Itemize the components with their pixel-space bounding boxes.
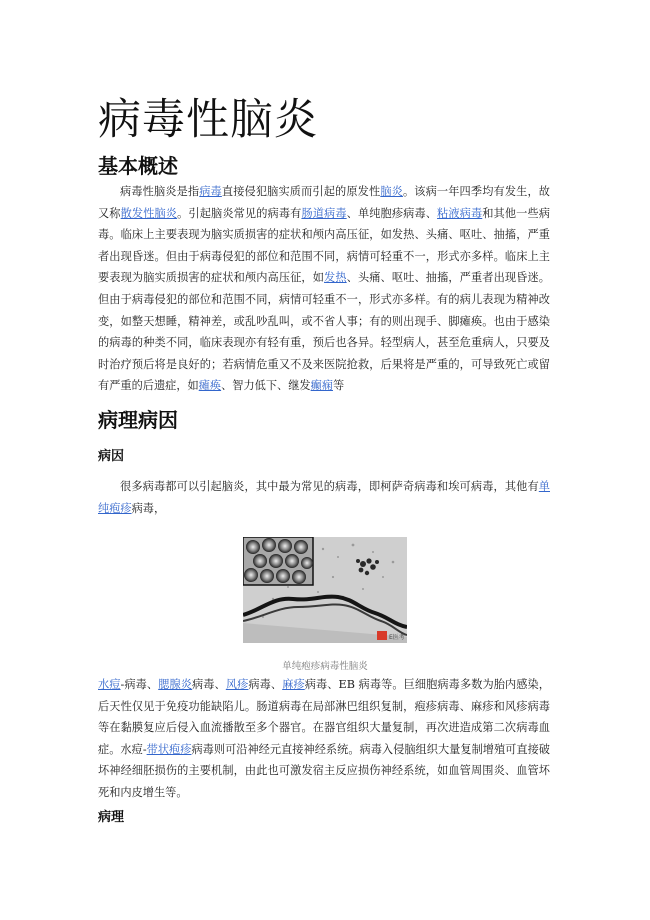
figure-caption: 单纯疱疹病毒性脑炎 (282, 661, 368, 672)
text-run: -病毒、 (120, 678, 159, 691)
text-run: 。该病一年四季均有发生，故又称 (98, 185, 550, 220)
term-link[interactable]: 病毒 (199, 185, 222, 198)
text-run: 直接侵犯脑实质而引起的原发性 (221, 185, 381, 198)
text-run: 病毒、 (192, 678, 226, 691)
term-link[interactable]: 单纯疱疹 (98, 480, 550, 515)
cause-paragraph (98, 476, 550, 519)
term-link[interactable]: 腮腺炎 (158, 678, 193, 691)
text-run: 等 (333, 379, 345, 393)
term-link[interactable]: 风疹 (225, 678, 249, 691)
term-link[interactable]: 脑炎 (380, 185, 403, 198)
term-link[interactable]: 癫痫 (310, 379, 333, 393)
text-run: 很多病毒都可以引起脑炎，其中最为常见的病毒，即柯萨奇病毒和埃可病毒，其他有 (120, 480, 539, 493)
cause-heading: 病因 (98, 449, 125, 464)
term-link[interactable]: 散发性脑炎 (120, 206, 178, 220)
micrograph-image (243, 537, 407, 643)
term-link[interactable]: 水痘 (98, 678, 121, 691)
text-run: 病毒性脑炎是指 (120, 185, 200, 198)
text-run: 病毒、EB 病毒等。巨细胞病毒多数为胎内感染，后天性仅见于免疫功能缺陷儿。肠道病毒在局部淋巴组织复制，疱疹病毒、麻疹和风疹病毒等在黏膜复应后侵入血流播散至多个器官。在器官组织大量复制，再次进造成第二次病毒血症。水痘- (98, 678, 550, 756)
micrograph-figure (243, 537, 407, 643)
text-run: 病毒、 (248, 678, 283, 691)
text-run: 和其他一些病毒。临床上主要表现为脑实质损害的症状和颅内高压征，如发热、头痛、呕吐、抽搐，严重者出现昏迷。但由于病毒侵犯的部位和范围不同，病情可轻重不一，形式亦多样。临床上主要表现为脑实质损害的症状和颅内高压征，如 (98, 206, 550, 285)
watermark-text: E医考 (389, 634, 405, 641)
text-run: 、智力低下、继发 (221, 379, 311, 393)
term-link[interactable]: 麻疹 (282, 678, 305, 691)
page-title: 病毒性脑炎 (98, 95, 318, 145)
virus-paragraph (98, 674, 550, 804)
term-link[interactable]: 瘫痪 (198, 379, 222, 393)
term-link[interactable]: 粘液病毒 (437, 206, 483, 220)
text-run: 、头痛、呕吐、抽搐，严重者出现昏迷。但由于病毒侵犯的部位和范围不同，病情可轻重不一，形式亦多样。有的病儿表现为精神改变，如整天想睡，精神差，或乱吵乱叫，或不省人事；有的则出现手、脚瘫痪。也由于感染的病毒的种类不同，临床表现亦有轻有重，预后也各异。轻型病人，甚至危重病人，只要及时治疗预后将是良好的；若病情危重又不及来医院抢救，后果将是严重的，可导致死亡或留有严重的后遗症，如 (98, 271, 550, 393)
text-run: 、单纯胞疹病毒、 (346, 206, 438, 220)
pathology-heading: 病理病因 (98, 408, 178, 432)
pathology-subheading: 病理 (98, 810, 125, 825)
text-run: 病毒则可沿神经元直接神经系统。病毒入侵脑组织大量复制增殖可直接破坏神经细胚损伤的主要机制，由此也可激发宿主反应损伤神经系统，如血管周围炎、血管坏死和内皮增生等。 (98, 742, 550, 799)
term-link[interactable]: 发热 (324, 271, 347, 285)
term-link[interactable]: 肠道病毒 (301, 206, 347, 220)
term-link[interactable]: 带状疱疹 (146, 742, 192, 756)
text-run: 病毒， (131, 501, 166, 515)
overview-heading: 基本概述 (98, 154, 178, 178)
overview-paragraph (98, 181, 550, 397)
text-run: 。引起脑炎常见的病毒有 (177, 206, 302, 220)
